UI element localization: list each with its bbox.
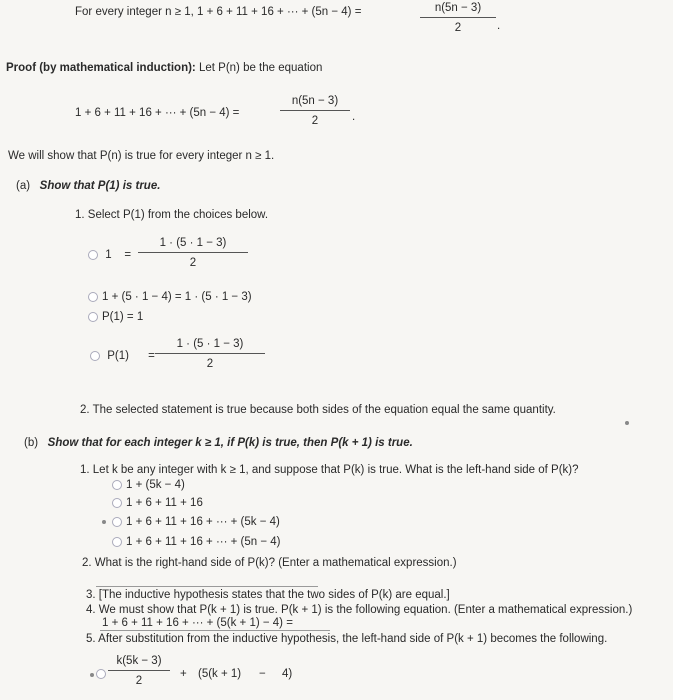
theorem-fraction xyxy=(420,2,496,34)
radio-button[interactable] xyxy=(112,537,122,547)
radio-button[interactable] xyxy=(90,351,100,361)
radio-button[interactable] xyxy=(88,250,98,260)
final-four: 4) xyxy=(282,668,293,680)
proof-label: Proof (by mathematical induction): xyxy=(6,62,196,74)
radio-button[interactable] xyxy=(112,498,122,508)
fraction-denominator: 2 xyxy=(135,675,143,687)
choice-4[interactable] xyxy=(90,350,155,362)
proof-text: Let P(n) be the equation xyxy=(198,62,323,74)
bullet-dot xyxy=(625,421,629,425)
radio-button[interactable] xyxy=(112,480,122,490)
final-term: (5(k + 1) xyxy=(198,668,242,680)
part-b-header xyxy=(24,437,413,449)
option-4-text: 1 + 6 + 11 + 16 + ··· + (5n − 4) xyxy=(126,536,281,548)
fraction-denominator: 2 xyxy=(454,22,462,34)
fraction-denominator: 2 xyxy=(311,115,319,127)
fraction-numerator: k(5k − 3) xyxy=(108,655,170,671)
choice-1-lhs: 1 xyxy=(105,249,112,261)
choice-1[interactable] xyxy=(88,249,131,261)
part-a-title: Show that P(1) is true. xyxy=(39,180,161,192)
part-b-label: (b) xyxy=(24,437,39,449)
fraction-denominator: 2 xyxy=(206,358,214,370)
proof-intro xyxy=(6,62,322,74)
fraction-numerator: n(5n − 3) xyxy=(280,95,350,111)
choice-1-fraction xyxy=(138,237,248,269)
answer-line xyxy=(100,630,330,631)
final-plus: + xyxy=(180,668,187,680)
fraction-numerator: n(5n − 3) xyxy=(420,2,496,18)
equals-sign: = xyxy=(124,249,132,261)
final-fraction xyxy=(108,655,170,687)
radio-button[interactable] xyxy=(88,312,98,322)
choice-4-lhs: P(1) xyxy=(107,350,129,362)
option-1-text: 1 + (5k − 4) xyxy=(126,479,185,491)
choice-3[interactable] xyxy=(88,311,143,323)
part-a-header xyxy=(16,180,160,192)
choice-3-text: P(1) = 1 xyxy=(102,311,144,323)
part-b-step4: 4. We must show that P(k + 1) is true. P(k + 1) is the following equation. (Enter a mathematical expression.) xyxy=(86,604,633,616)
answer-line xyxy=(96,586,318,587)
equation-fraction xyxy=(280,95,350,127)
theorem-statement: For every integer n ≥ 1, 1 + 6 + 11 + 16 + ··· + (5n − 4) = xyxy=(75,6,362,18)
option-2[interactable] xyxy=(112,497,203,509)
part-b-title: Show that for each integer k ≥ 1, if P(k) is true, then P(k + 1) is true. xyxy=(47,437,413,449)
part-a-step1: 1. Select P(1) from the choices below. xyxy=(75,209,269,221)
part-a-label: (a) xyxy=(16,180,31,192)
radio-button[interactable] xyxy=(96,669,106,679)
part-b-step4-equation: 1 + 6 + 11 + 16 + ··· + (5(k + 1) − 4) = xyxy=(102,617,293,629)
bullet-dot xyxy=(90,673,94,677)
fraction-numerator: 1 · (5 · 1 − 3) xyxy=(155,338,265,354)
bullet-dot xyxy=(102,520,106,524)
option-3[interactable] xyxy=(112,516,280,528)
we-will-show: We will show that P(n) is true for every integer n ≥ 1. xyxy=(8,150,275,162)
radio-button[interactable] xyxy=(88,292,98,302)
part-b-step2: 2. What is the right-hand side of P(k)? (Enter a mathematical expression.) xyxy=(82,557,457,569)
radio-button[interactable] xyxy=(112,517,122,527)
fraction-numerator: 1 · (5 · 1 − 3) xyxy=(138,237,248,253)
option-3-text: 1 + 6 + 11 + 16 + ··· + (5k − 4) xyxy=(126,516,280,528)
part-b-step5: 5. After substitution from the inductive hypothesis, the left-hand side of P(k + 1) becomes the following. xyxy=(86,633,608,645)
equals-sign: = xyxy=(148,350,155,362)
equation-lhs: 1 + 6 + 11 + 16 + ··· + (5n − 4) = xyxy=(75,107,240,119)
period: . xyxy=(352,111,356,123)
part-a-step2: 2. The selected statement is true because both sides of the equation equal the same quantity. xyxy=(80,404,556,416)
final-minus: − xyxy=(259,668,266,680)
fraction-denominator: 2 xyxy=(189,257,197,269)
choice-4-fraction xyxy=(155,338,265,370)
choice-2-text: 1 + (5 · 1 − 4) = 1 · (5 · 1 − 3) xyxy=(102,291,252,303)
option-4[interactable] xyxy=(112,536,281,548)
option-1[interactable] xyxy=(112,479,185,491)
choice-2[interactable] xyxy=(88,291,252,303)
option-2-text: 1 + 6 + 11 + 16 xyxy=(126,497,203,509)
part-b-step3: 3. [The inductive hypothesis states that the two sides of P(k) are equal.] xyxy=(86,589,450,601)
part-b-step1: 1. Let k be any integer with k ≥ 1, and suppose that P(k) is true. What is the left-hand side of P(k)? xyxy=(80,464,579,476)
period: . xyxy=(497,20,501,32)
